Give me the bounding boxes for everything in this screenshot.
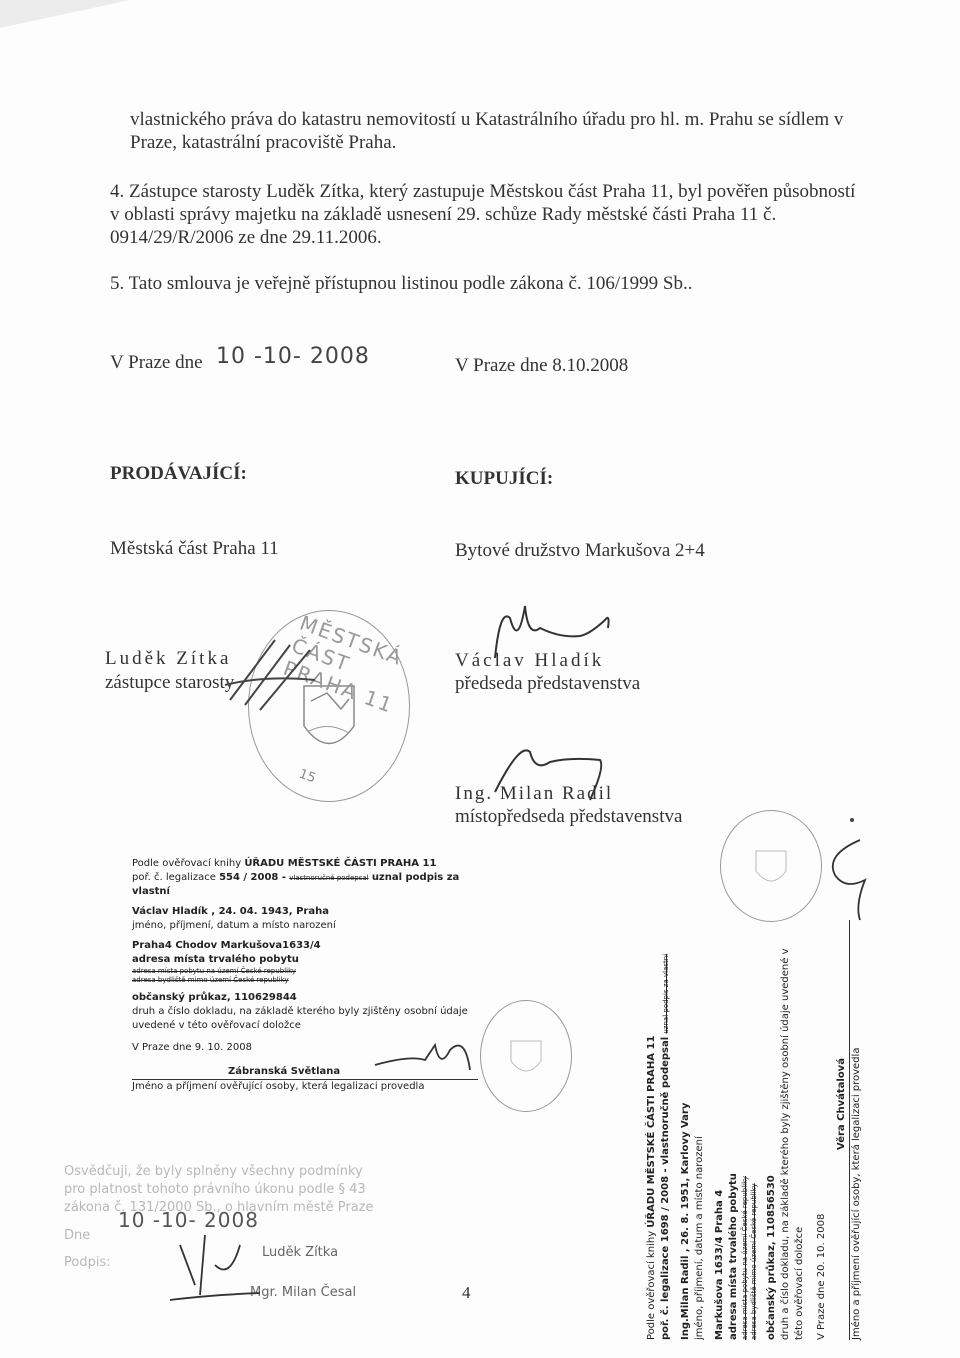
ink-dot bbox=[850, 818, 854, 822]
legalization-1-address-label: adresa místa trvalého pobytu bbox=[132, 954, 299, 965]
seller-heading: PRODÁVAJÍCÍ: bbox=[110, 463, 247, 484]
legalization-2-doc-label-1: druh a číslo dokladu, na základě kterého byly zjištěny osobní údaje uvedené v bbox=[780, 948, 791, 1340]
certification-podpis-label: Podpis: bbox=[64, 1255, 111, 1270]
page-number: 4 bbox=[462, 1283, 471, 1302]
certification-signer2: Mgr. Milan Česal bbox=[250, 1285, 357, 1300]
seller-name: Městská část Praha 11 bbox=[110, 538, 279, 559]
legalization-2-doc: občanský průkaz, 110856530 bbox=[766, 1175, 777, 1340]
legalization-2-struck-1: adresa místa pobytu na území České republiky bbox=[741, 1175, 749, 1340]
legalization-2-line2: poř. č. legalizace 1698 / 2008 - vlastnoručně podepsal uznal podpis za vlastní bbox=[660, 953, 671, 1340]
buyer-signer1-name: Václav Hladík bbox=[455, 650, 605, 671]
signature-chvatalova bbox=[815, 835, 875, 925]
seal-text: MĚSTSKÁ ČÁST PRAHA 11 bbox=[280, 610, 407, 718]
legalization-1-address: Praha4 Chodov Markušova1633/4 bbox=[132, 940, 321, 951]
legalization-1-struck-2: adresa bydliště mimo území České republiky bbox=[132, 976, 289, 984]
signature-certification bbox=[160, 1225, 270, 1305]
seller-signer-role: zástupce starosty bbox=[105, 672, 235, 693]
clause-4: 4. Zástupce starosty Luděk Zítka, který zastupuje Městskou část Praha 11, byl pověřen působností v oblasti správy majetku na základě usnesení 29. schůze Rady městské části Praha 11 č. 0914/29/R/2006 ze dne 29.11.2006. bbox=[110, 181, 856, 248]
buyer-signer1-role: předseda představenstva bbox=[455, 673, 641, 694]
legalization-1-doc-label: druh a číslo dokladu, na základě kterého byly zjištěny osobní údaje uvedené v této ověřovací doložce bbox=[132, 1006, 468, 1031]
seal-emblem-icon bbox=[481, 1001, 571, 1111]
legalization-2-address-label: adresa místa trvalého pobytu bbox=[728, 1173, 739, 1340]
certification-signer1: Luděk Zítka bbox=[262, 1245, 339, 1260]
place-right: V Praze dne 8.10.2008 bbox=[455, 355, 629, 376]
seal-number: 15 bbox=[296, 766, 318, 787]
signature-zitka bbox=[215, 630, 325, 740]
seller-signer-name: Luděk Zítka bbox=[105, 648, 232, 669]
buyer-name: Bytové družstvo Markušova 2+4 bbox=[455, 540, 705, 561]
legalization-1-line1: Podle ověřovací knihy ÚŘADU MĚSTSKÉ ČÁSTI PRAHA 11 bbox=[132, 858, 437, 869]
legalization-2-address: Markušova 1633/4 Praha 4 bbox=[714, 1189, 725, 1340]
certification-date-stamp: 10 -10- 2008 bbox=[118, 1208, 259, 1232]
certification-line1: Osvědčuji, že byly splněny všechny podmínky bbox=[64, 1164, 363, 1179]
legalization-1-date: V Praze dne 9. 10. 2008 bbox=[132, 1042, 252, 1053]
office-seal-1 bbox=[480, 1000, 572, 1112]
certification-line3: zákona č. 131/2000 Sb., o hlavním městě Praze bbox=[64, 1200, 374, 1215]
legalization-2-date: V Praze dne 20. 10. 2008 bbox=[816, 1213, 827, 1340]
office-seal-2 bbox=[720, 810, 822, 922]
legalization-2-officer: Věra Chvátalová bbox=[835, 920, 850, 1340]
signature-hladik bbox=[480, 598, 630, 668]
legalization-1-person-label: jméno, příjmení, datum a místo narození bbox=[132, 920, 336, 931]
buyer-signer2-name: Ing. Milan Radil bbox=[455, 783, 614, 804]
scan-corner-artifact bbox=[0, 0, 140, 30]
seal-emblem-icon bbox=[721, 811, 821, 921]
legalization-2-person-label: jméno, příjmení, datum a místo narození bbox=[694, 1136, 705, 1340]
legalization-1-officer: Zábranská Světlana bbox=[132, 1065, 478, 1080]
buyer-heading: KUPUJÍCÍ: bbox=[455, 468, 554, 489]
legalization-2-line1: Podle ověřovací knihy ÚŘADU MĚSTSKÉ ČÁSTI PRAHA 11 bbox=[646, 1035, 657, 1340]
place-left: V Praze dne bbox=[110, 352, 203, 373]
legalization-2-person: Ing.Milan Radil , 26. 8. 1951, Karlovy Vary bbox=[680, 1102, 691, 1340]
legalization-2-doc-label-2: této ověřovací doložce bbox=[794, 1226, 805, 1340]
intro-paragraph: vlastnického práva do katastru nemovitostí u Katastrálního úřadu pro hl. m. Prahu se sídlem v Praze, katastrální pracoviště Praha. bbox=[130, 109, 844, 153]
legalization-1-line2: poř. č. legalizace 554 / 2008 - vlastnoručně podepsal uznal podpis za vlastní bbox=[132, 872, 460, 897]
signature-radil bbox=[480, 722, 630, 802]
legalization-1-doc: občanský průkaz, 110629844 bbox=[132, 992, 297, 1003]
signature-zabranska bbox=[370, 1030, 480, 1080]
legalization-2-struck-2: adresa bydliště mimo území České republiky bbox=[750, 1183, 758, 1340]
buyer-signer2-role: místopředseda představenstva bbox=[455, 806, 683, 827]
date-stamp-left: 10 -10- 2008 bbox=[216, 344, 370, 369]
certification-dne-label: Dne bbox=[64, 1228, 91, 1243]
clause-5: 5. Tato smlouva je veřejně přístupnou listinou podle zákona č. 106/1999 Sb.. bbox=[110, 273, 693, 294]
legalization-2-officer-label: Jméno a příjmení ověřující osoby, která legalizaci provedla bbox=[851, 1047, 862, 1340]
certification-line2: pro platnost tohoto právního úkonu podle § 43 bbox=[64, 1182, 366, 1197]
legalization-1-person: Václav Hladík , 24. 04. 1943, Praha bbox=[132, 906, 329, 917]
legalization-1-struck-1: adresa místa pobytu na území České republiky bbox=[132, 967, 297, 975]
legalization-1-officer-label: Jméno a příjmení ověřující osoby, která legalizaci provedla bbox=[132, 1081, 425, 1092]
